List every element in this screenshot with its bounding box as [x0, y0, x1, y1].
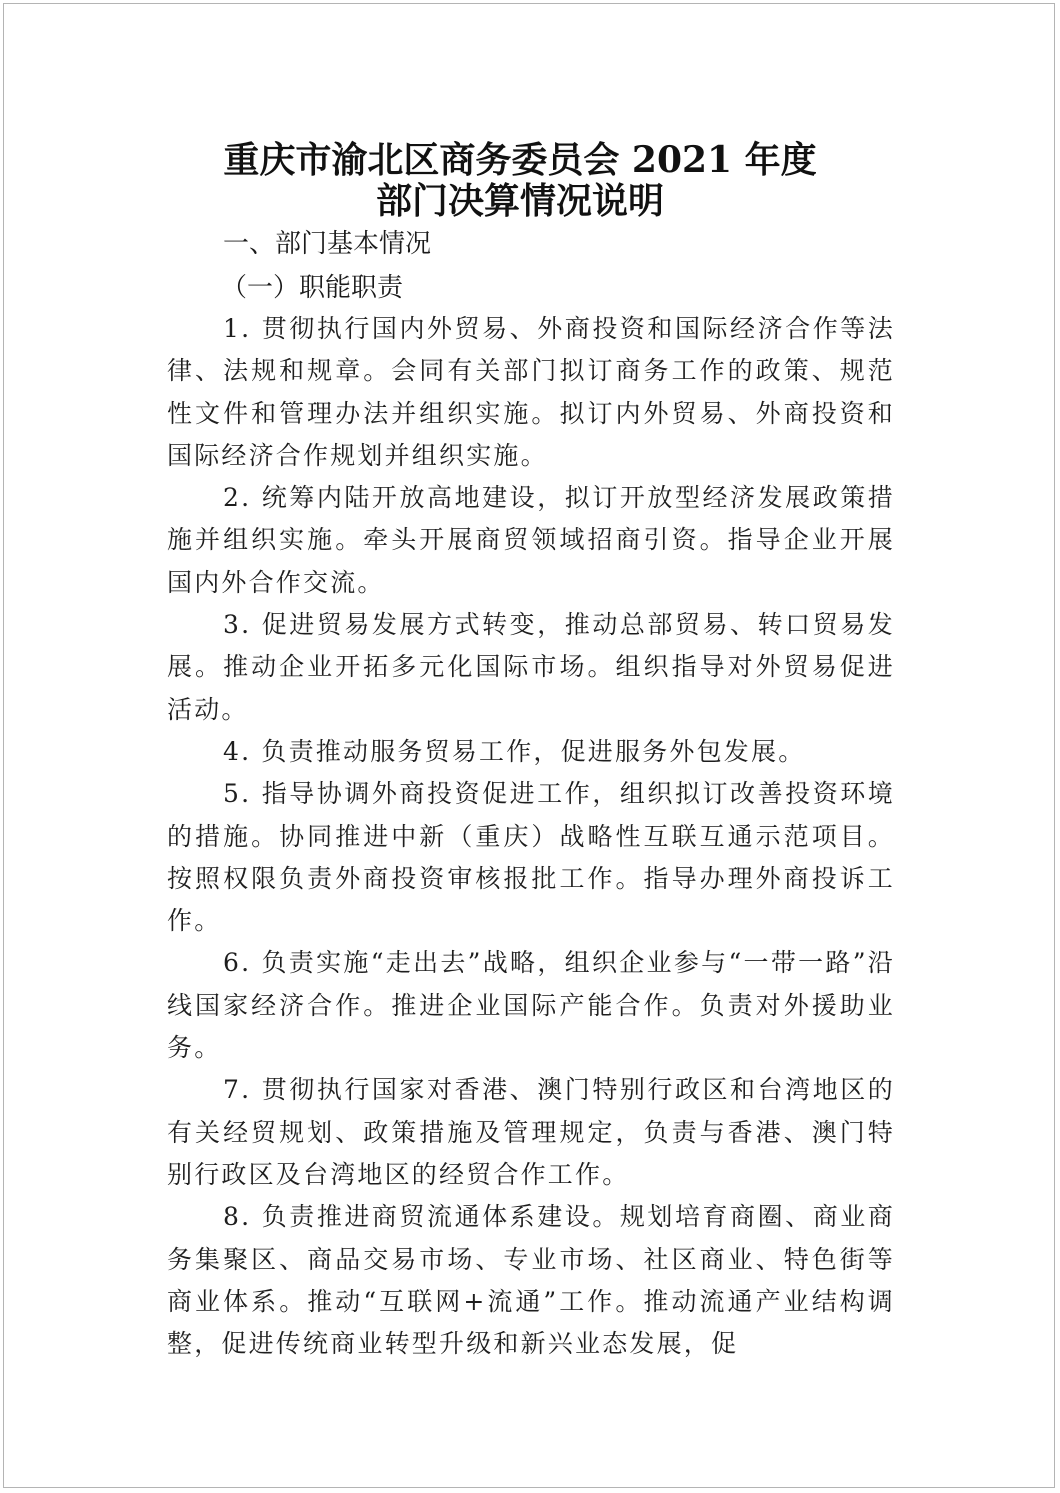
section-heading: 一、部门基本情况: [223, 229, 432, 259]
subsection-heading: （一）职能职责: [221, 273, 404, 303]
paragraph-1: 1. 贯彻执行国内外贸易、外商投资和国际经济合作等法律、法规和规章。会同有关部门拟订商务工作的政策、规范性文件和管理办法并组织实施。拟订内外贸易、外商投资和国际经济合作规划并组织实施。: [167, 314, 895, 470]
paragraph-6: 6. 负责实施“走出去”战略，组织企业参与“一带一路”沿线国家经济合作。推进企业国际产能合作。负责对外援助业务。: [167, 948, 895, 1063]
paragraph-3: 3. 促进贸易发展方式转变，推动总部贸易、转口贸易发展。推动企业开拓多元化国际市场。组织指导对外贸易促进活动。: [167, 610, 895, 724]
paragraph-8: 8. 负责推进商贸流通体系建设。规划培育商圈、商业商务集聚区、商品交易市场、专业市场、社区商业、特色街等商业体系。推动“互联网+流通”工作。推动流通产业结构调整，促进传统商业转型升级和新兴业态发展，促: [167, 1202, 895, 1359]
document-title-line-2: 部门决算情况说明: [375, 180, 664, 222]
document-body: [167, 308, 895, 1365]
paragraph-4: 4. 负责推动服务贸易工作，促进服务外包发展。: [223, 736, 806, 766]
document-page: [3, 3, 1055, 1488]
paragraph-5: 5. 指导协调外商投资促进工作，组织拟订改善投资环境的措施。协同推进中新（重庆）战略性互联互通示范项目。按照权限负责外商投资审核报批工作。指导办理外商投诉工作。: [167, 779, 895, 936]
paragraph-2: 2. 统筹内陆开放高地建设，拟订开放型经济发展政策措施并组织实施。牵头开展商贸领域招商引资。指导企业开展国内外合作交流。: [167, 483, 895, 597]
paragraph-7: 7. 贯彻执行国家对香港、澳门特别行政区和台湾地区的有关经贸规划、政策措施及管理规定，负责与香港、澳门特别行政区及台湾地区的经贸合作工作。: [167, 1075, 895, 1189]
document-title-line-1: 重庆市渝北区商务委员会 2021 年度: [223, 139, 817, 181]
